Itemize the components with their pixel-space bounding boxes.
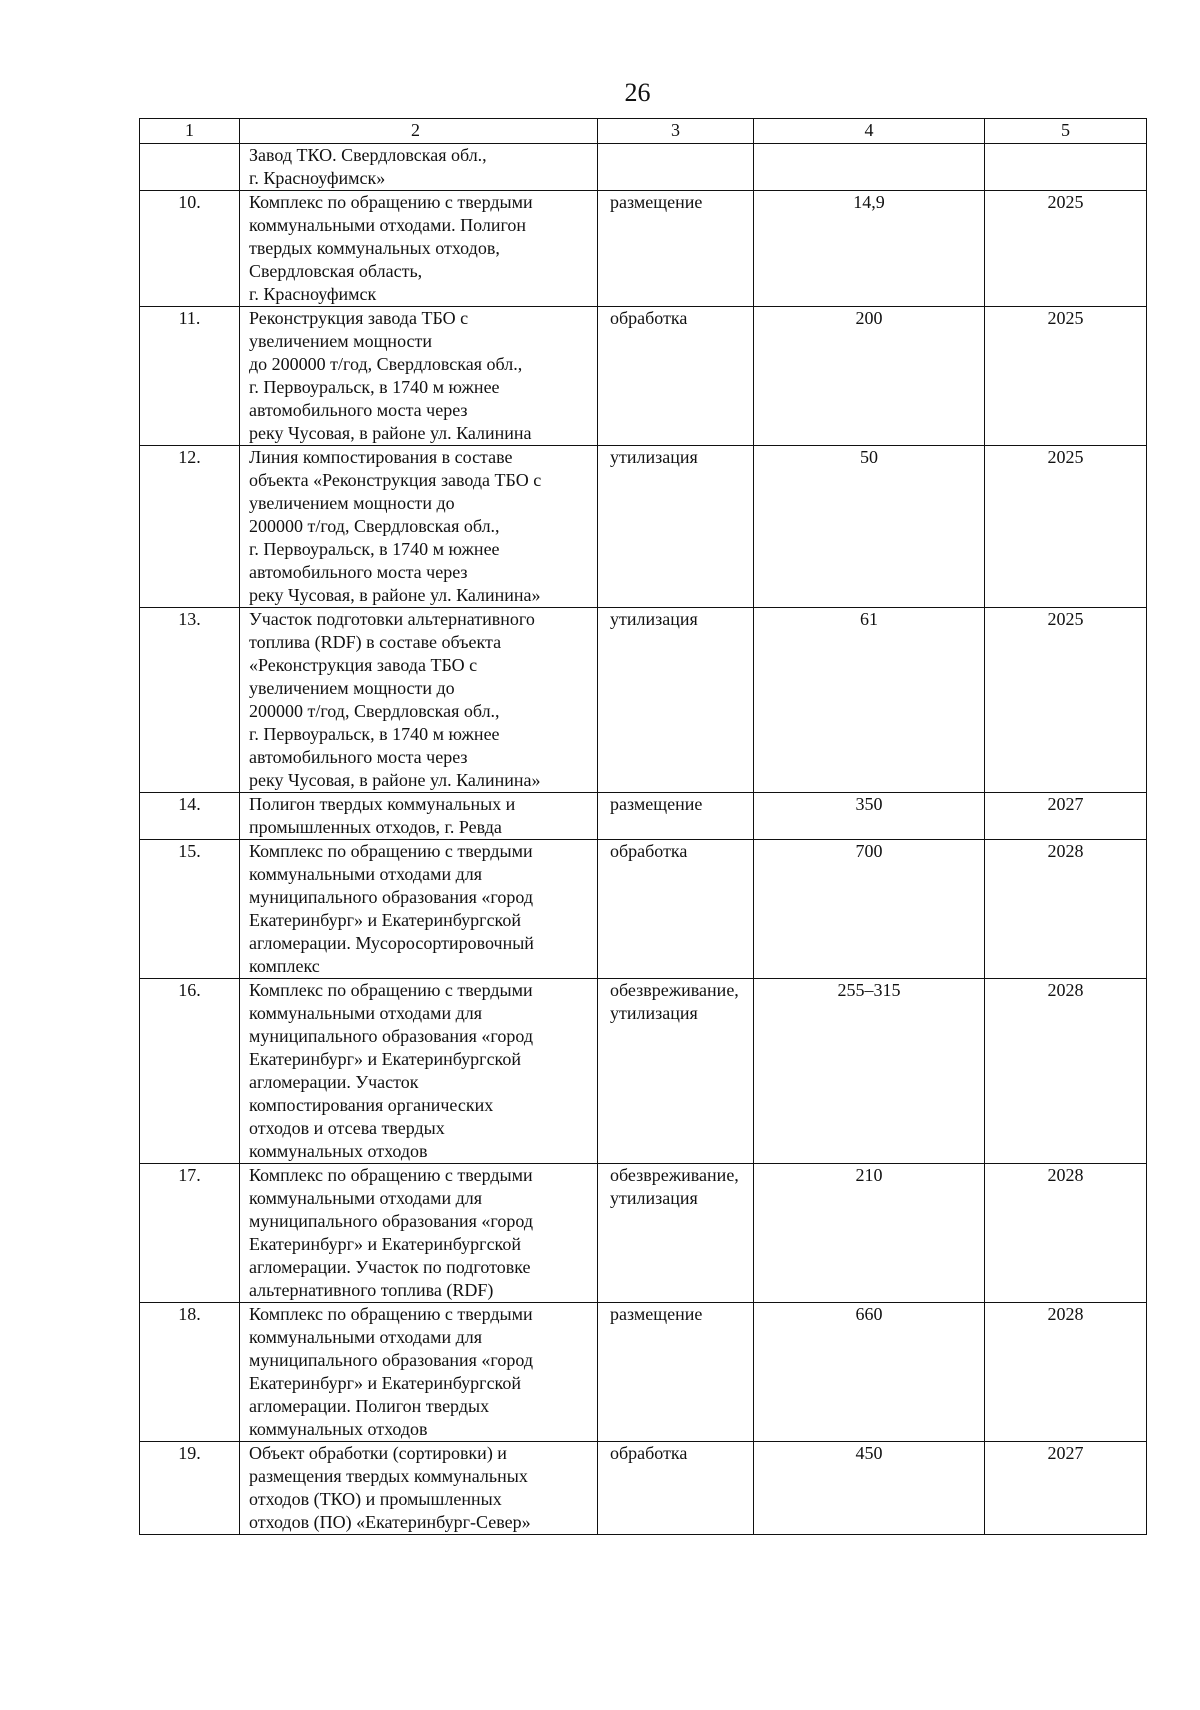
operation-type-cell — [598, 1442, 754, 1535]
column-header-3: 3 — [598, 119, 754, 144]
year-cell-text: 2028 — [1047, 1304, 1084, 1324]
capacity-cell-text: 660 — [855, 1304, 883, 1324]
year-cell — [985, 979, 1147, 1164]
table-row — [140, 446, 1147, 608]
row-number-cell-text: 19. — [178, 1443, 201, 1463]
row-number-cell — [140, 793, 240, 840]
year-cell-text: 2028 — [1047, 980, 1084, 1000]
facility-name-cell-text: Комплекс по обращению с твердыми коммунальными отходами для муниципального образования «город Екатеринбург» и Екатеринбургской агломерации. Полигон твердых коммунальных отходов — [249, 1304, 533, 1439]
table-row — [140, 840, 1147, 979]
facility-name-cell — [240, 1442, 598, 1535]
row-number-cell-text: 15. — [178, 841, 201, 861]
year-cell-text: 2025 — [1047, 447, 1084, 467]
capacity-cell-text: 210 — [855, 1165, 883, 1185]
operation-type-cell — [598, 608, 754, 793]
operation-type-cell — [598, 307, 754, 446]
row-number-cell-text: 10. — [178, 192, 201, 212]
row-number-cell — [140, 840, 240, 979]
operation-type-cell-text: обезвреживание, утилизация — [610, 1165, 739, 1208]
facilities-table — [139, 118, 1147, 1535]
operation-type-cell-text: обезвреживание, утилизация — [610, 980, 739, 1023]
facility-name-cell — [240, 840, 598, 979]
capacity-cell — [754, 840, 985, 979]
capacity-cell-text: 450 — [855, 1443, 883, 1463]
operation-type-cell-text: обработка — [610, 308, 688, 328]
operation-type-cell — [598, 144, 754, 191]
row-number-cell-text: 12. — [178, 447, 201, 467]
year-cell — [985, 191, 1147, 307]
operation-type-cell — [598, 191, 754, 307]
year-cell-text: 2027 — [1047, 794, 1084, 814]
row-number-cell — [140, 1442, 240, 1535]
column-header-4: 4 — [754, 119, 985, 144]
year-cell — [985, 793, 1147, 840]
operation-type-cell — [598, 793, 754, 840]
column-header-1: 1 — [140, 119, 240, 144]
row-number-cell-text: 16. — [178, 980, 201, 1000]
year-cell — [985, 144, 1147, 191]
capacity-cell — [754, 307, 985, 446]
capacity-cell — [754, 793, 985, 840]
operation-type-cell — [598, 1303, 754, 1442]
table-header — [140, 119, 1147, 144]
operation-type-cell-text: обработка — [610, 841, 688, 861]
facility-name-cell-text: Комплекс по обращению с твердыми коммунальными отходами для муниципального образования «город Екатеринбург» и Екатеринбургской агломерации. Мусоросортировочный комплекс — [249, 841, 534, 976]
facility-name-cell-text: Комплекс по обращению с твердыми коммунальными отходами для муниципального образования «город Екатеринбург» и Екатеринбургской агломерации. Участок компостирования органических отходов и отсева твердых коммунальных отходов — [249, 980, 533, 1161]
capacity-cell-text: 14,9 — [853, 192, 885, 212]
capacity-cell-text: 200 — [855, 308, 883, 328]
facility-name-cell-text: Завод ТКО. Свердловская обл., г. Красноуфимск» — [249, 145, 487, 188]
year-cell — [985, 446, 1147, 608]
table-row — [140, 979, 1147, 1164]
header-row — [140, 119, 1147, 144]
year-cell-text: 2025 — [1047, 308, 1084, 328]
row-number-cell-text: 14. — [178, 794, 201, 814]
row-number-cell — [140, 307, 240, 446]
row-number-cell-text: 11. — [178, 308, 201, 328]
operation-type-cell-text: обработка — [610, 1443, 688, 1463]
row-number-cell — [140, 979, 240, 1164]
capacity-cell — [754, 446, 985, 608]
table-body — [140, 144, 1147, 1535]
facility-name-cell — [240, 979, 598, 1164]
capacity-cell — [754, 191, 985, 307]
facility-name-cell-text: Комплекс по обращению с твердыми коммунальными отходами для муниципального образования «город Екатеринбург» и Екатеринбургской агломерации. Участок по подготовке альтернативного топлива (RDF) — [249, 1165, 533, 1300]
year-cell — [985, 840, 1147, 979]
row-number-cell — [140, 1164, 240, 1303]
row-number-cell-text: 18. — [178, 1304, 201, 1324]
capacity-cell-text: 50 — [860, 447, 878, 467]
capacity-cell — [754, 1442, 985, 1535]
row-number-cell — [140, 1303, 240, 1442]
table-row — [140, 1164, 1147, 1303]
table-row — [140, 793, 1147, 840]
facility-name-cell — [240, 1164, 598, 1303]
page-number: 26 — [624, 78, 651, 107]
capacity-cell — [754, 144, 985, 191]
operation-type-cell — [598, 840, 754, 979]
year-cell — [985, 1303, 1147, 1442]
capacity-cell-text: 700 — [855, 841, 883, 861]
table-row — [140, 1442, 1147, 1535]
table-row — [140, 191, 1147, 307]
capacity-cell-text: 61 — [860, 609, 878, 629]
facility-name-cell — [240, 191, 598, 307]
year-cell — [985, 1442, 1147, 1535]
facility-name-cell — [240, 608, 598, 793]
operation-type-cell-text: размещение — [610, 192, 703, 212]
year-cell-text: 2027 — [1047, 1443, 1084, 1463]
capacity-cell-text: 255–315 — [837, 980, 901, 1000]
year-cell-text: 2025 — [1047, 192, 1084, 212]
facility-name-cell-text: Реконструкция завода ТБО с увеличением мощности до 200000 т/год, Свердловская обл., г. Первоуральск, в 1740 м южнее автомобильного моста через реку Чусовая, в районе ул. Калинина — [249, 308, 532, 443]
operation-type-cell-text: утилизация — [610, 609, 698, 629]
operation-type-cell-text: размещение — [610, 1304, 703, 1324]
capacity-cell — [754, 608, 985, 793]
row-number-cell-text: 13. — [178, 609, 201, 629]
table-row — [140, 144, 1147, 191]
capacity-cell-text: 350 — [855, 794, 883, 814]
facility-name-cell — [240, 144, 598, 191]
row-number-cell-text: 17. — [178, 1165, 201, 1185]
column-header-5: 5 — [985, 119, 1147, 144]
year-cell — [985, 307, 1147, 446]
facility-name-cell-text: Объект обработки (сортировки) и размещения твердых коммунальных отходов (ТКО) и промышленных отходов (ПО) «Екатеринбург-Север» — [249, 1443, 531, 1532]
facility-name-cell-text: Участок подготовки альтернативного топлива (RDF) в составе объекта «Реконструкция завода ТБО с увеличением мощности до 200000 т/год, Свердловская обл., г. Первоуральск, в 1740 м южнее автомобильного моста через реку Чусовая, в районе ул. Калинина» — [249, 609, 541, 790]
table-row — [140, 307, 1147, 446]
facility-name-cell — [240, 307, 598, 446]
capacity-cell — [754, 1303, 985, 1442]
year-cell — [985, 608, 1147, 793]
row-number-cell — [140, 191, 240, 307]
capacity-cell — [754, 979, 985, 1164]
table-row — [140, 608, 1147, 793]
year-cell — [985, 1164, 1147, 1303]
facility-name-cell-text: Полигон твердых коммунальных и промышленных отходов, г. Ревда — [249, 794, 516, 837]
facility-name-cell — [240, 446, 598, 608]
operation-type-cell — [598, 979, 754, 1164]
year-cell-text: 2025 — [1047, 609, 1084, 629]
operation-type-cell-text: размещение — [610, 794, 703, 814]
year-cell-text: 2028 — [1047, 1165, 1084, 1185]
year-cell-text: 2028 — [1047, 841, 1084, 861]
facility-name-cell — [240, 793, 598, 840]
operation-type-cell-text: утилизация — [610, 447, 698, 467]
facility-name-cell-text: Комплекс по обращению с твердыми коммунальными отходами. Полигон твердых коммунальных отходов, Свердловская область, г. Красноуфимск — [249, 192, 533, 304]
operation-type-cell — [598, 446, 754, 608]
column-header-2: 2 — [240, 119, 598, 144]
operation-type-cell — [598, 1164, 754, 1303]
capacity-cell — [754, 1164, 985, 1303]
facility-name-cell-text: Линия компостирования в составе объекта «Реконструкция завода ТБО с увеличением мощности до 200000 т/год, Свердловская обл., г. Первоуральск, в 1740 м южнее автомобильного моста через реку Чусовая, в районе ул. Калинина» — [249, 447, 542, 605]
facility-name-cell — [240, 1303, 598, 1442]
row-number-cell — [140, 144, 240, 191]
table-row — [140, 1303, 1147, 1442]
row-number-cell — [140, 608, 240, 793]
row-number-cell — [140, 446, 240, 608]
